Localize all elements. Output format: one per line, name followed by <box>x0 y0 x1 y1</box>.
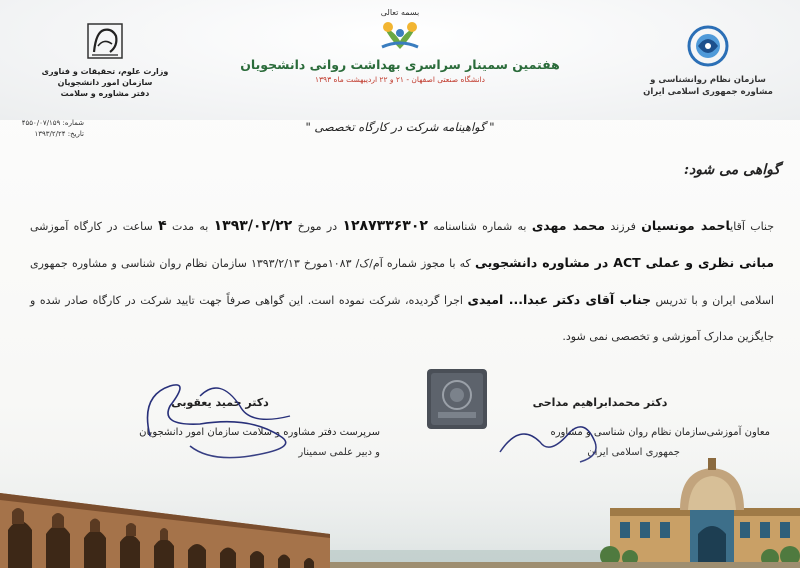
signer-right-name: دکتر محمدابراهیم مداحی <box>532 396 668 409</box>
seminar-title: هفتمین سمینار سراسری بهداشت روانی دانشجویان <box>240 57 560 72</box>
body-text-8: اجرا گردیده، شرکت نموده است. این گواهی صرفاً جهت تایید شرکت در کارگاه صادر شده و جایگزین مدارک آموزشی و تخصصی نمی شود. <box>30 294 774 343</box>
ministry-logo-icon <box>82 22 128 62</box>
certify-heading: گواهی می شود: <box>683 162 780 178</box>
body-text-3: به شماره شناسنامه <box>433 220 527 233</box>
certificate-title: " گواهینامه شرکت در کارگاه تخصصی " <box>305 120 495 134</box>
ministry-line2: سازمان امور دانشجویان <box>57 78 153 87</box>
reference-date: تاریخ: ۱۳۹۳/۲/۲۴ <box>34 130 84 138</box>
body-text-6: ساعت در کارگاه آموزشی <box>30 220 153 233</box>
signer-right-role-1: معاون آموزشی‌سازمان نظام روان شناسی و مشاوره <box>550 427 770 438</box>
ministry-block <box>30 22 180 99</box>
psychology-org-logo-icon <box>680 24 736 68</box>
hours: ۴ <box>158 218 167 234</box>
ministry-line1: وزارت علوم، تحقیقات و فناوری <box>41 67 169 76</box>
seminar-subtitle: دانشگاه صنعتی اصفهان - ۲۱ و ۲۲ اردیبهشت ماه ۱۳۹۳ <box>315 75 485 84</box>
certificate-body <box>30 208 774 355</box>
psychology-org-name-line2: مشاوره جمهوری اسلامی ایران <box>643 87 773 97</box>
signer-left-role-1: سرپرست دفتر مشاوره و سلامت سازمان امور دانشجویان <box>139 427 380 438</box>
body-text-1: جناب آقای <box>730 220 775 233</box>
reference-meta <box>4 118 84 140</box>
seminar-logo-icon <box>370 19 430 53</box>
bismillah-text: بسمه تعالی <box>380 8 420 17</box>
psychology-org-block <box>628 24 788 98</box>
instructor-name: جناب آقای دکتر عبدا... امیدی <box>467 292 651 307</box>
signer-left-name: دکتر حمید یعقوبی <box>171 396 269 409</box>
reference-number: شماره: ۴۵۵۰/۰۷/۱۵۹ <box>21 119 84 127</box>
seminar-header <box>210 8 590 84</box>
body-text-5: به مدت <box>171 220 209 233</box>
body-text-4: در مورخ <box>297 220 338 233</box>
participant-name: احمد مونسیان <box>641 218 731 233</box>
body-text-7: که با مجوز شماره آم/ک/ ۱۰۸۳مورخ ۱۳۹۳/۲/۱۳ سازمان نظام روان شناسی و مشاوره جمهوری اسلامی ایران و با تدریس <box>30 257 774 307</box>
id-number: ۱۲۸۷۳۳۶۳۰۲ <box>342 218 428 234</box>
father-name: محمد مهدی <box>531 218 606 233</box>
workshop-title: مبانی نظری و عملی ACT در مشاوره دانشجویی <box>474 255 775 270</box>
isfahan-scenery-icon <box>0 438 800 568</box>
attendance-date: ۱۳۹۳/۰۲/۲۲ <box>213 218 293 234</box>
ministry-line3: دفتر مشاوره و سلامت <box>60 89 150 98</box>
body-text-2: فرزند <box>610 220 636 233</box>
psychology-org-name-line1: سازمان نظام روانشناسی و <box>650 75 766 85</box>
